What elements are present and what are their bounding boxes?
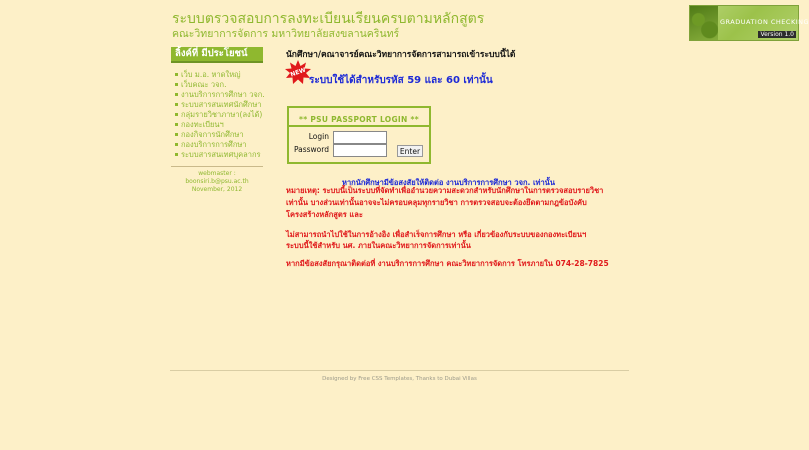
webmaster-info bbox=[171, 170, 263, 194]
sidebar-link-language-courses[interactable] bbox=[175, 110, 263, 120]
sidebar-link-label: งานบริการการศึกษา วจก. bbox=[181, 90, 265, 99]
remark-line-3: โครงสร้างหลักสูตร และ bbox=[286, 210, 363, 219]
notice-header: นักศึกษา/คณาจารย์คณะวิทยาการจัดการสามารถเข้าระบบนี้ได้ bbox=[286, 50, 516, 60]
sidebar-links bbox=[171, 70, 263, 160]
sidebar-link-label: กลุ่มรายวิชาภาษา(ลงได้) bbox=[181, 110, 263, 119]
sidebar-link-label: กองทะเบียนฯ bbox=[181, 120, 224, 129]
enter-button[interactable]: Enter bbox=[397, 145, 423, 157]
remark-contact-phone: หากมีข้อสงสัยกรุณาติดต่อที่ งานบริการการศึกษา คณะวิทยาการจัดการ โทรภายใน 074-28-7825 bbox=[286, 259, 609, 268]
leaf-icon bbox=[690, 6, 718, 40]
site-title: ระบบตรวจสอบการลงทะเบียนเรียนครบตามหลักสูตร bbox=[172, 11, 485, 27]
bullet-icon bbox=[175, 113, 178, 116]
site-subtitle: คณะวิทยาการจัดการ มหาวิทยาลัยสงขลานครินทร์ bbox=[172, 28, 400, 40]
sidebar-link-education-division[interactable] bbox=[175, 140, 263, 150]
sidebar-link-label: ระบบสารสนเทศบุคลากร bbox=[181, 150, 261, 159]
remark-line-2: เท่านั้น บางส่วนเท่านั้นอาจจะไม่ครอบคลุมทุกรายวิชา การตรวจสอบจะต้องยึดตามกฎข้อบังคับ bbox=[286, 198, 587, 207]
logo-text: GRADUATION CHECKING bbox=[720, 18, 809, 26]
new-badge-icon bbox=[285, 60, 309, 82]
sidebar-link-label: กองบริการการศึกษา bbox=[181, 140, 247, 149]
notice-student-codes: ระบบใช้ได้สำหรับรหัส 59 และ 60 เท่านั้น bbox=[309, 75, 493, 86]
sidebar-link-label: ระบบสารสนเทศนักศึกษา bbox=[181, 100, 262, 109]
login-form bbox=[287, 106, 431, 164]
bullet-icon bbox=[175, 103, 178, 106]
webmaster-email: webmaster : boonsiri.b@psu.ac.th bbox=[185, 170, 249, 185]
contact-note: หากนักศึกษามีข้อสงสัยให้ติดต่อ งานบริการการศึกษา วจก. เท่านั้น bbox=[342, 178, 555, 187]
sidebar-link-student-affairs[interactable] bbox=[175, 130, 263, 140]
password-input[interactable] bbox=[333, 144, 387, 157]
logo-version: Version 1.0 bbox=[760, 31, 794, 38]
bullet-icon bbox=[175, 123, 178, 126]
bullet-icon bbox=[175, 83, 178, 86]
remark-line-4: ไม่สามารถนำไปใช้ในการอ้างอิง เพื่อสำเร็จการศึกษา หรือ เกี่ยวข้องกับระบบของกองทะเบียนฯ bbox=[286, 230, 587, 239]
password-label: Password bbox=[293, 145, 329, 154]
login-input[interactable] bbox=[333, 131, 387, 144]
sidebar-link-education-service[interactable] bbox=[175, 90, 263, 100]
sidebar-link-registrar[interactable] bbox=[175, 120, 263, 130]
remark-line-5: ระบบนี้ใช้สำหรับ นศ. ภายในคณะวิทยาการจัดการเท่านั้น bbox=[286, 241, 471, 250]
sidebar-divider bbox=[171, 166, 263, 167]
graduation-checking-logo bbox=[689, 5, 809, 41]
login-label: Login bbox=[308, 132, 329, 141]
sidebar-link-psu-hatyai[interactable] bbox=[175, 70, 263, 80]
bullet-icon bbox=[175, 93, 178, 96]
sidebar-link-personnel-info[interactable] bbox=[175, 150, 263, 160]
login-title: ** PSU PASSPORT LOGIN ** bbox=[299, 115, 419, 124]
sidebar-link-label: กองกิจการนักศึกษา bbox=[181, 130, 244, 139]
bullet-icon bbox=[175, 133, 178, 136]
login-divider bbox=[289, 125, 429, 127]
sidebar-link-label: เว็บ ม.อ. หาดใหญ่ bbox=[181, 70, 241, 79]
starburst-icon bbox=[285, 60, 311, 84]
sidebar-link-label: เว็บคณะ วจก. bbox=[181, 80, 227, 89]
sidebar-link-faculty[interactable] bbox=[175, 80, 263, 90]
footer-divider bbox=[170, 370, 629, 371]
bullet-icon bbox=[175, 143, 178, 146]
remark-line-1: หมายเหตุ: ระบบนี้เป็นระบบที่จัดทำเพื่ออำนวยความสะดวกสำหรับนักศึกษาในการตรวจสอบรายวิชา bbox=[286, 186, 604, 195]
bullet-icon bbox=[175, 153, 178, 156]
sidebar-heading: ลิ้งค์ที่ มีประโยชน์ bbox=[171, 47, 263, 63]
sidebar bbox=[171, 47, 263, 160]
bullet-icon bbox=[175, 73, 178, 76]
sidebar-link-student-info[interactable] bbox=[175, 100, 263, 110]
footer-credit: Designed by Free CSS Templates, Thanks to Dubai Villas bbox=[322, 376, 477, 382]
new-badge-label: NEW bbox=[289, 66, 307, 79]
updated-date: November, 2012 bbox=[191, 186, 243, 193]
